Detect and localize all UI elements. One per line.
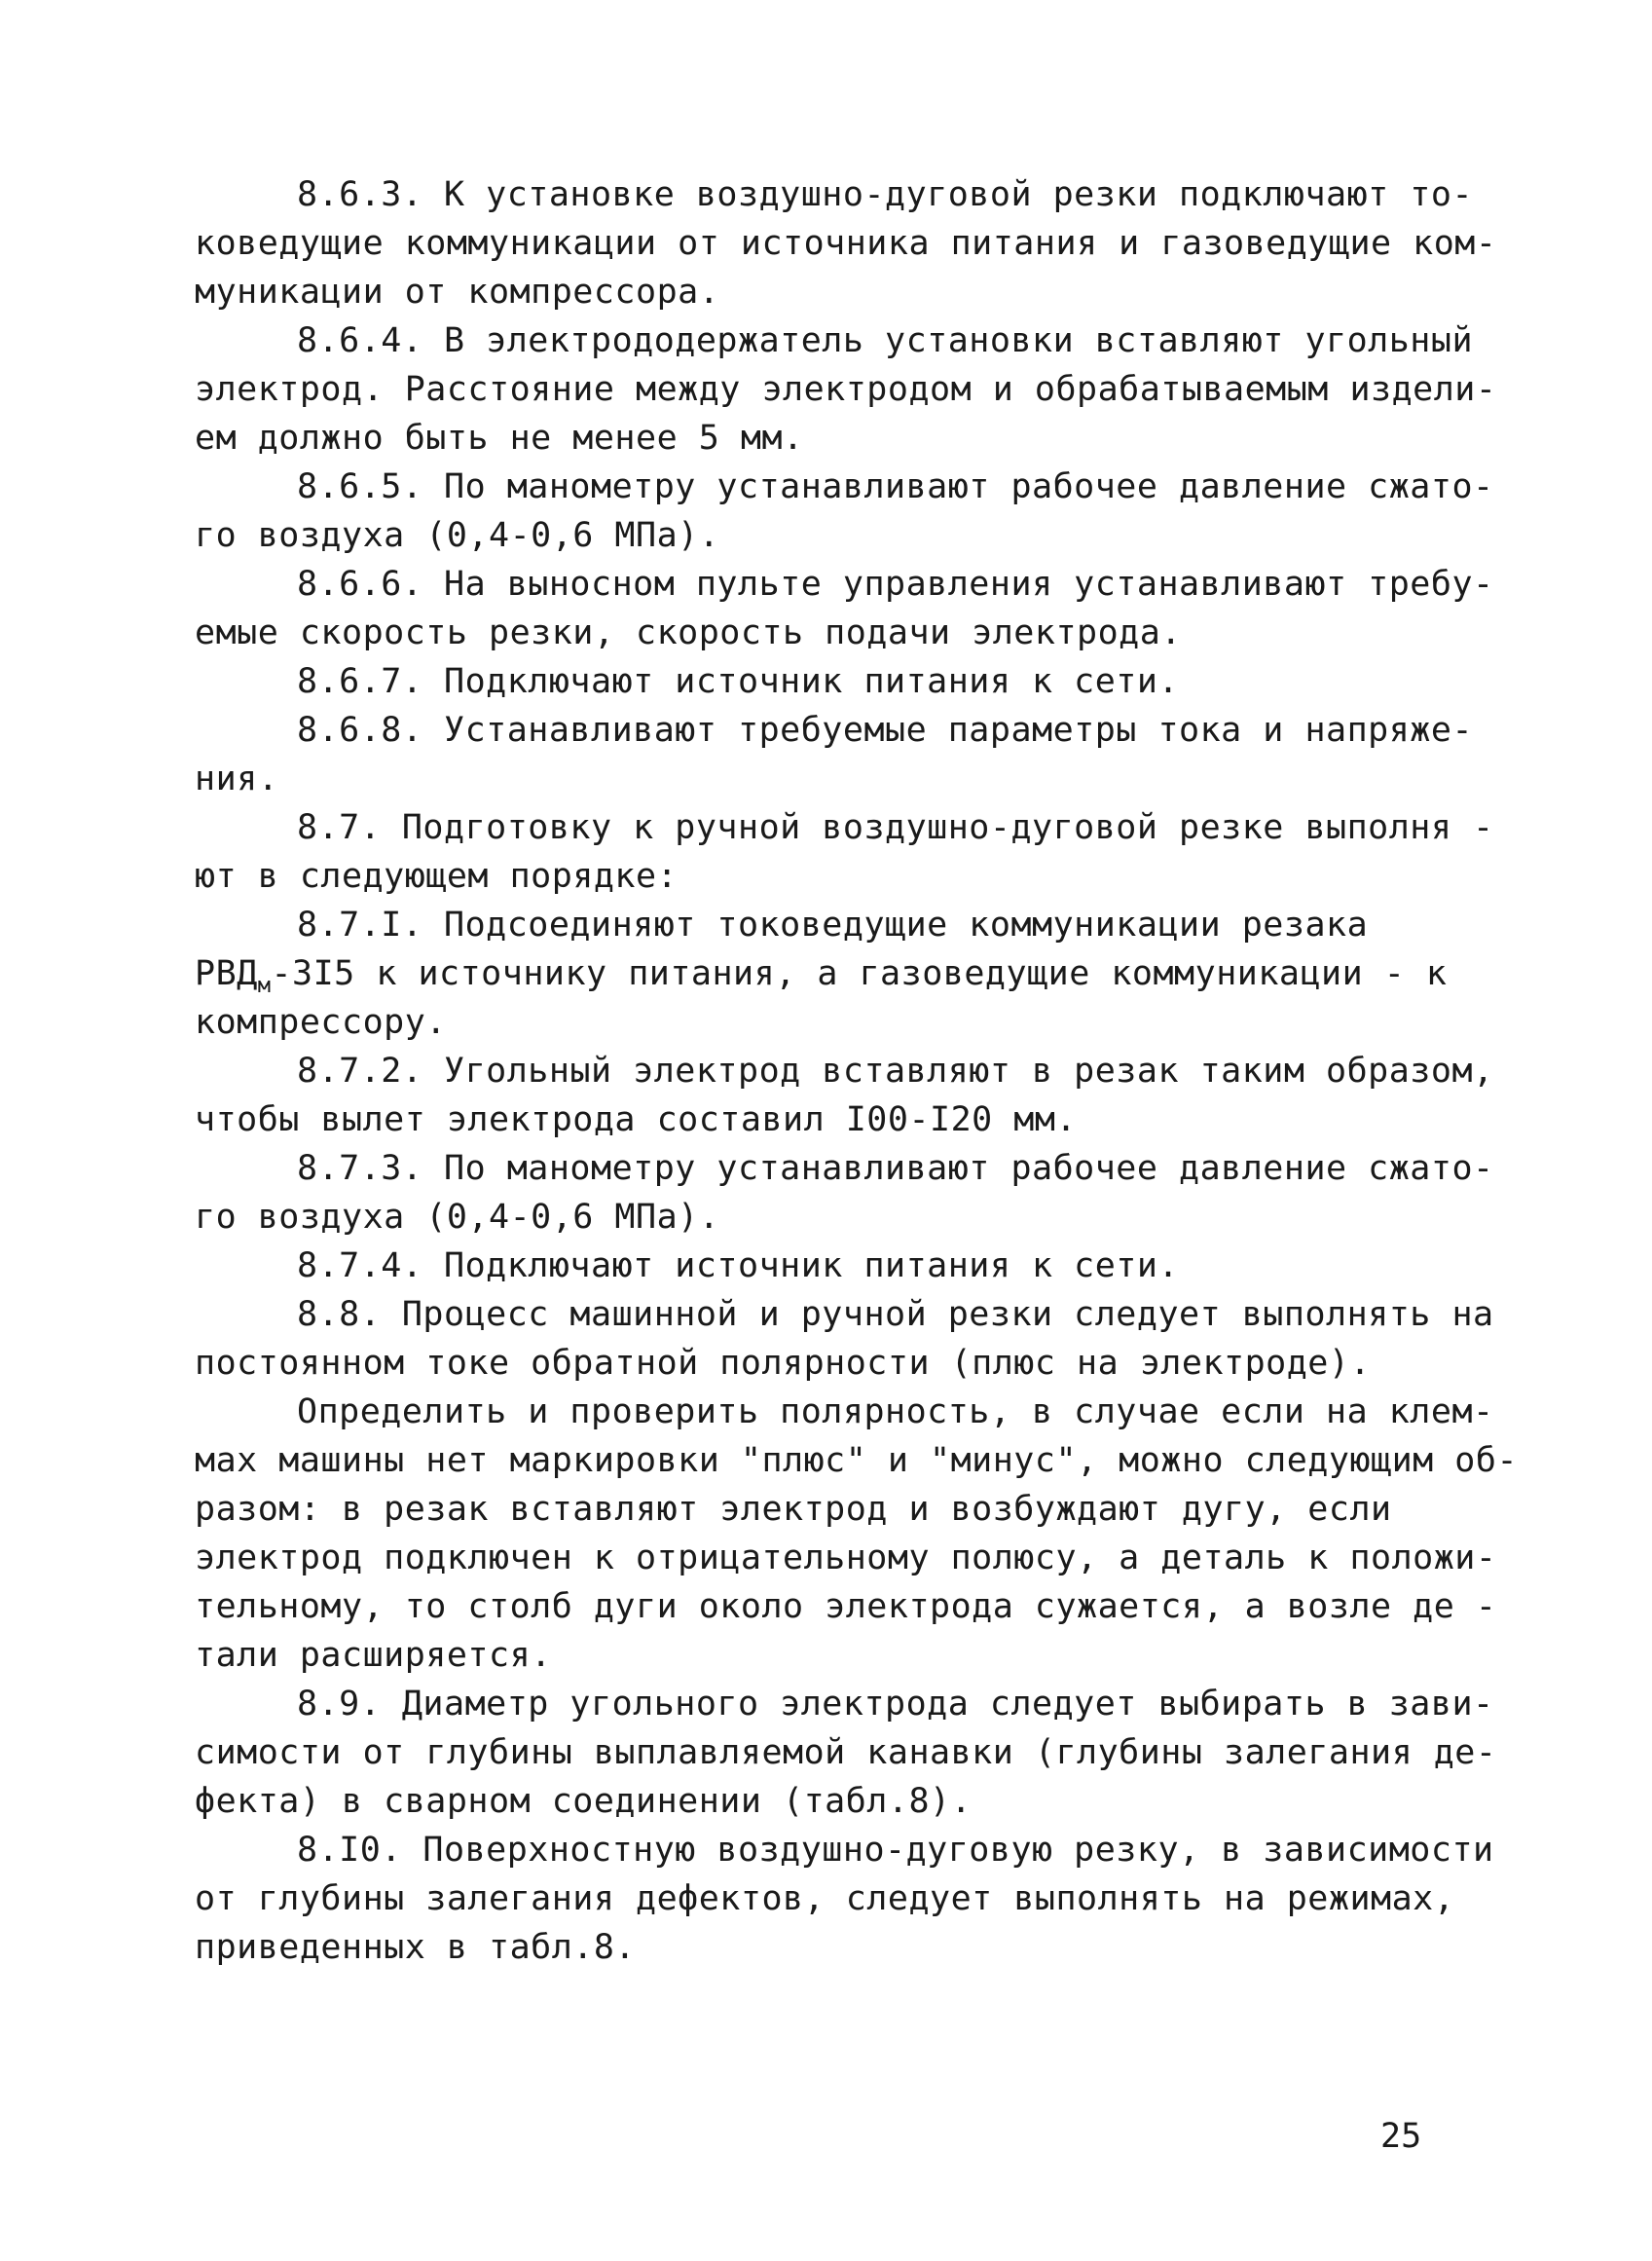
text-line: 8.6.3. К установке воздушно-дуговой резки подключают то- [297, 175, 1474, 214]
text-line: 8.7.4. Подключают источник питания к сети. [297, 1246, 1180, 1285]
text-line: 8.7.2. Угольный электрод вставляют в резак таким образом, [297, 1052, 1494, 1091]
page-number: 25 [1380, 2117, 1422, 2156]
text-line: приведенных в табл.8. [195, 1928, 637, 1967]
text-line: 8.6.7. Подключают источник питания к сети. [297, 662, 1180, 701]
rvd-suffix: -3I5 к источнику питания, а газоведущие коммуникации - к [271, 954, 1448, 993]
text-line: электрод. Расстояние между электродом и обрабатываемым издели- [195, 370, 1497, 409]
rvd-prefix: РВД [195, 954, 258, 993]
text-line: ния. [195, 760, 279, 798]
text-line: тали расширяется. [195, 1636, 552, 1675]
text-line: 8.7.3. По манометру устанавливают рабочее давление сжато- [297, 1149, 1494, 1188]
text-line: чтобы вылет электрода составил I00-I20 мм. [195, 1100, 1078, 1139]
text-line: от глубины залегания дефектов, следует выполнять на режимах, [195, 1879, 1455, 1918]
text-line: 8.6.6. На выносном пульте управления устанавливают требу- [297, 565, 1494, 604]
text-line: постоянном токе обратной полярности (плюс на электроде). [195, 1344, 1372, 1383]
text-line: ют в следующем порядке: [195, 857, 679, 896]
text-line: мах машины нет маркировки "плюс" и "минус", можно следующим об- [195, 1441, 1519, 1480]
text-line: разом: в резак вставляют электрод и возбуждают дугу, если [195, 1490, 1392, 1529]
text-line: 8.8. Процесс машинной и ручной резки следует выполнять на [297, 1295, 1494, 1334]
text-line: го воздуха (0,4-0,6 МПа). [195, 1198, 720, 1237]
text-line-rvd [195, 950, 1448, 997]
text-line: компрессору. [195, 1003, 447, 1042]
text-line: 8.7. Подготовку к ручной воздушно-дуговой резке выполня - [297, 808, 1494, 847]
text-line: муникации от компрессора. [195, 273, 720, 312]
text-line: симости от глубины выплавляемой канавки (глубины залегания де- [195, 1733, 1497, 1772]
text-line: 8.7.I. Подсоединяют токоведущие коммуникации резака [297, 906, 1369, 945]
text-line: электрод подключен к отрицательному полюсу, а деталь к положи- [195, 1538, 1497, 1577]
text-line: ем должно быть не менее 5 мм. [195, 419, 804, 458]
text-line: Определить и проверить полярность, в случае если на клем- [297, 1392, 1494, 1431]
text-line: 8.6.5. По манометру устанавливают рабочее давление сжато- [297, 467, 1494, 506]
rvd-subscript: м [257, 974, 272, 998]
text-line: 8.I0. Поверхностную воздушно-дуговую резку, в зависимости [297, 1831, 1494, 1870]
text-line: го воздуха (0,4-0,6 МПа). [195, 516, 720, 555]
text-line: 8.6.8. Устанавливают требуемые параметры тока и напряже- [297, 711, 1474, 750]
text-line: тельному, то столб дуги около электрода сужается, а возле де - [195, 1587, 1497, 1626]
text-line: 8.9. Диаметр угольного электрода следует выбирать в зави- [297, 1685, 1494, 1724]
text-line: фекта) в сварном соединении (табл.8). [195, 1782, 973, 1821]
text-line: емые скорость резки, скорость подачи электрода. [195, 613, 1182, 652]
text-line: 8.6.4. В электрододержатель установки вставляют угольный [297, 321, 1474, 360]
text-line: коведущие коммуникации от источника питания и газоведущие ком- [195, 224, 1497, 263]
